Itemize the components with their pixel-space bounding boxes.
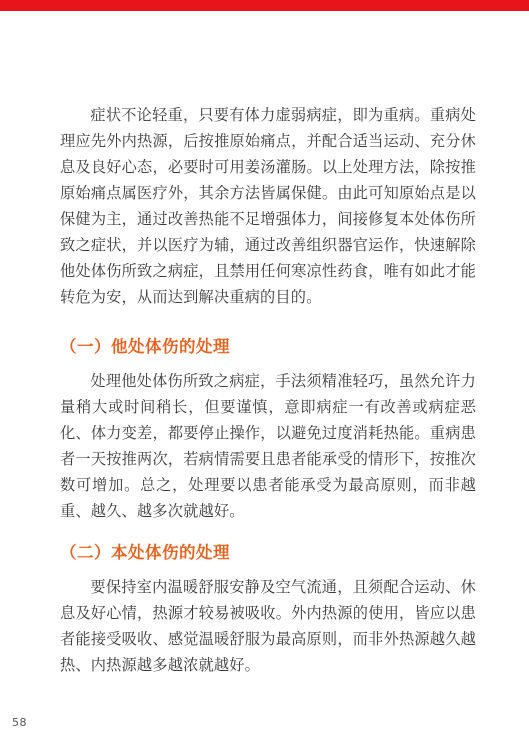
section-2-paragraph: 要保持室内温暖舒服安静及空气流通，且须配合运动、休息及好心情，热源才较易被吸收。外内热源的使用，皆应以患者能接受吸收、感觉温暖舒服为最高原则，而非外热源越久越热、内热源越多越浓就越好。 [60,578,476,674]
section-2-heading: （二）本处体伤的处理 [60,543,230,562]
top-red-bar [0,0,529,11]
page-number: 58 [12,716,27,729]
section-1-paragraph: 处理他处体伤所致之病症，手法须精准轻巧，虽然允许力量稍大或时间稍长，但要谨慎，意即病症一有改善或病症恶化、体力变差，都要停止操作，以避免过度消耗热能。重病患者一天按推两次，若病情需要且患者能承受的情形下，按推次数可增加。总之，处理要以患者能承受为最高原则，而非越重、越久、越多次就越好。 [60,372,476,520]
section-1-heading: （一）他处体伤的处理 [60,337,230,356]
intro-paragraph: 症状不论轻重，只要有体力虚弱病症，即为重病。重病处理应先外内热源，后按推原始痛点，并配合适当运动、充分休息及良好心态，必要时可用姜汤灌肠。以上处理方法，除按推原始痛点属医疗外，其余方法皆属保健。由此可知原始点是以保健为主，通过改善热能不足增强体力，间接修复本处体伤所致之症状，并以医疗为辅，通过改善组织器官运作，快速解除他处体伤所致之病症，且禁用任何寒凉性药食，唯有如此才能转危为安，从而达到解决重病的目的。 [60,106,476,306]
